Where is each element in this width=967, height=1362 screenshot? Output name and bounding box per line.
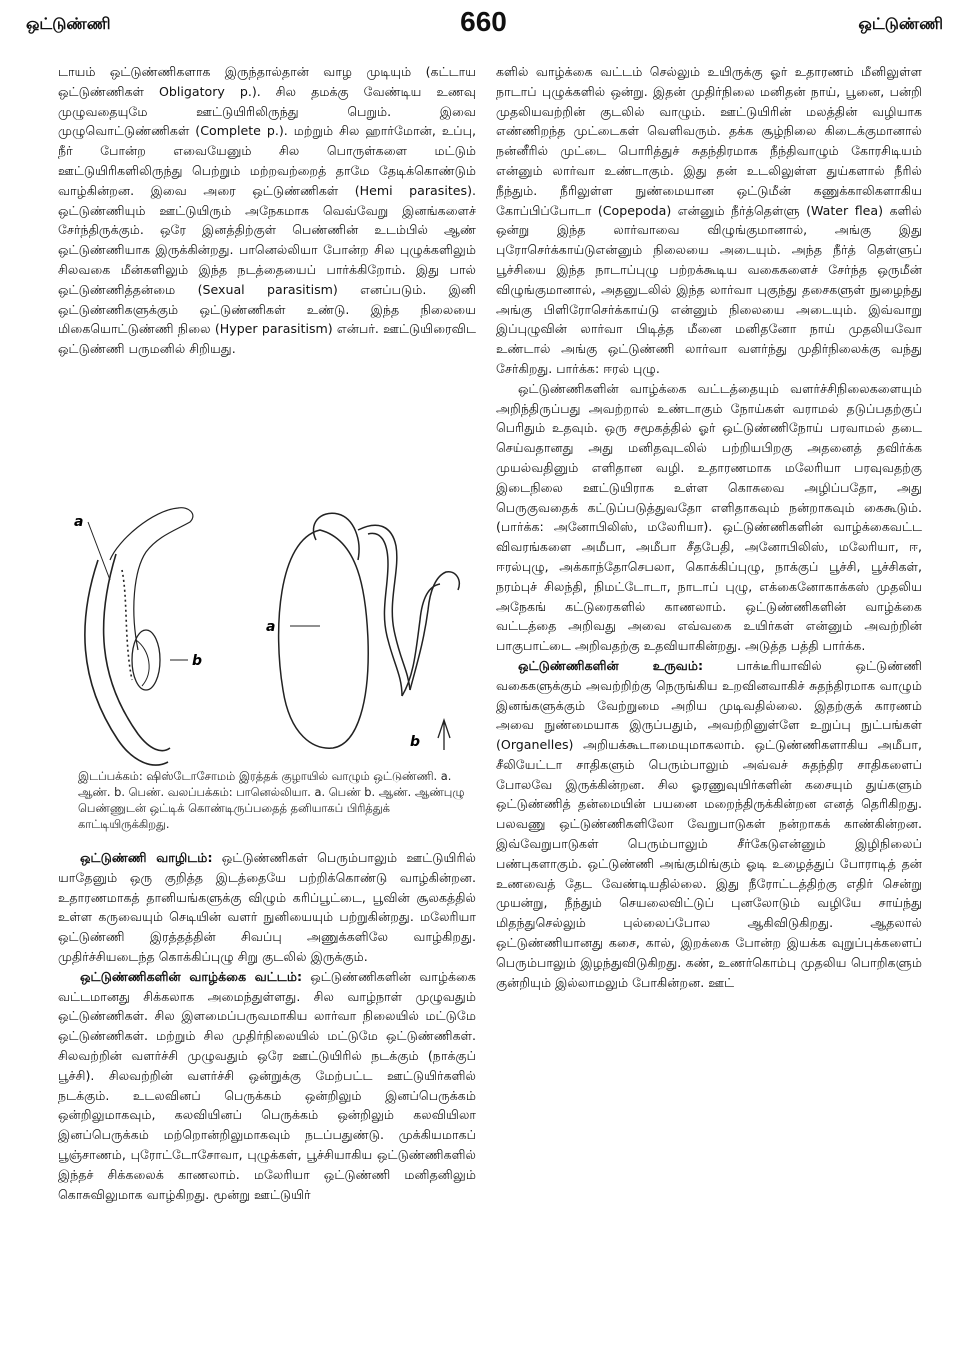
label-b-right: b <box>410 734 421 750</box>
paragraph <box>496 62 922 379</box>
running-head-left: ஒட்டுண்ணி <box>26 14 111 33</box>
label-a-left: a <box>74 514 84 530</box>
right-column <box>496 62 922 992</box>
section-heading: ஒட்டுண்ணிகளின் உருவம்: <box>518 657 704 673</box>
section-heading: ஒட்டுண்ணி வாழிடம்: <box>80 850 213 865</box>
schistosoma-bonellia-drawing <box>58 500 476 780</box>
paragraph <box>58 967 476 1205</box>
left-column-bottom <box>58 848 476 1204</box>
page-header <box>0 6 967 46</box>
bonellia-figure <box>279 513 460 750</box>
page-number: 660 <box>460 6 507 37</box>
paragraph-text: ஒட்டுண்ணிகள் பெரும்பாலும் ஊட்டுயிரில் யாதேனும் ஒரு குறித்த இடத்தையே பற்றிக்கொண்டு வாழ்கின்றன. உதாரணமாகத் தானியங்களுக்கு விழும் கரிப்பூட்டை, பூவின் சூலகத்தில் உள்ள கருவையும் செடியின் வளர் நுனியையும் பற்றுகின்றது. மலேரியா ஒட்டுண்ணி இரத்தத்தின் சிவப்பு அணுக்களிலே வாழ்கிறது. முதிர்ச்சியடைந்த கொக்கிப்புழு சிறு குடலில் இருக்கும். <box>58 850 476 964</box>
paragraph <box>496 379 922 656</box>
figure-caption: இடப்பக்கம்: ஷிஸ்டோசோமம் இரத்தக் குழாயில் வாழும் ஒட்டுண்ணி. a. ஆண். b. பெண். வலப்பக்கம்: பானெல்லியா. a. பெண் b. ஆண். ஆண்புழு பெண்ணுடன் ஒட்டிக் கொண்டிருப்பதைத் தனியாகப் பிரித்துக் காட்டியிருக்கிறது. <box>78 769 465 831</box>
label-b-left: b <box>192 653 203 669</box>
paragraph-text: களில் வாழ்க்கை வட்டம் செல்லும் உயிருக்கு ஓர் உதாரணம் மீனிலுள்ள நாடாப் புழுக்களில் ஒன்று. இதன் முதிர்நிலை மனிதன் நாய், பூனை, பன்றி முதலியவற்றின் குடலில் வாழும். ஊட்டுயிரின் மலத்தின் வழியாக எண்ணிறந்த முட்டைகள் வெளிவரும். தக்க சூழ்நிலை கிடைக்குமானால் நன்னீரில் முட்டை பொரித்துச் சுதந்திரமாக நீந்திவாழும் கோரசிடியம் என்னும் லார்வா உண்டாகும். இது தன் உடலிலுள்ள துய்களால் நீரில் நீந்தும். நீரிலுள்ள நுண்மையான ஒட்டுமீன் கணுக்காலிகளாகிய கோப்பிப்போடா (Copepoda) என்னும் நீர்த்தெள்ளு (Water flea) களில் ஒன்று இந்த லார்வாவை விழுங்குமானால், அங்கு இது புரோசெர்க்காய்டுஎன்னும் நிலையை அடையும். அந்த நீர்த் தெள்ளுப் பூச்சியை இந்த நாடாப்புழு பற்றக்கூடிய வகைகளைச் சேர்ந்த ஒருமீன் விழுங்குமானால், அதனுடலில் இந்த லார்வா புகுந்து தசைகளுள் நுழைந்து அங்கு பிளிரோசெர்க்காய்டு என்னும் நிலையை அடையும். இவ்வாறு இப்புழுவின் லார்வா பிடித்த மீனை மனிதனோ நாய் முதலியவோ உண்டால் அங்கு ஒட்டுண்ணி லார்வா வளர்ந்து முதிர்நிலைக்கு வந்து சேர்கிறது. பார்க்க: ஈரல் புழு. <box>496 64 922 376</box>
left-column-top <box>58 62 476 359</box>
schistosoma-figure <box>85 508 193 765</box>
paragraph-text: ஒட்டுண்ணிகளின் வாழ்க்கை வட்டமானது சிக்கலாக அமைந்துள்ளது. சில வாழ்நாள் முழுவதும் ஒட்டுண்ணிகள். சில இளமைப்பருவமாகிய லார்வா நிலையில் மட்டுமே ஒட்டுண்ணிகள். மற்றும் சில முதிர்நிலையில் மட்டுமே ஒட்டுண்ணிகள். சிலவற்றின் வளர்ச்சி முழுவதும் ஒரே ஊட்டுயிரில் நடக்கும் (நாக்குப் பூச்சி). சிலவற்றின் வளர்ச்சி ஒன்றுக்கு மேற்பட்ட ஊட்டுயிர்களில் நடக்கும். உடலவினப் பெருக்கம் ஒன்றிலும் இனப்பெருக்கம் ஒன்றிலுமாகவும், கலவியினப் பெருக்கம் ஒன்றிலும் கலவியிலா இனப்பெருக்கம் மற்றொன்றிலுமாகவும் நடப்பதுண்டு. முக்கியமாகப் பூஞ்சாணம், புரோட்டோசோவா, புழுக்கள், பூச்சியாகிய ஒட்டுண்ணிகளில் இந்தச் சிக்கலைக் காணலாம். மலேரியா ஒட்டுண்ணி மனிதனிலும் கொசுவிலுமாக வாழ்கிறது. மூன்று ஊட்டுயிர் <box>58 968 476 1202</box>
paragraph <box>496 656 922 993</box>
label-a-right: a <box>266 619 276 635</box>
running-head-right: ஒட்டுண்ணி <box>858 14 943 33</box>
figure-illustration <box>58 500 476 780</box>
paragraph <box>58 848 476 967</box>
paragraph-text: பாக்டீரியாவில் ஒட்டுண்ணி வகைகளுக்கும் அவற்றிற்கு நெருங்கிய உறவினவாகிச் சுதந்திரமாக வாழும் இனங்களுக்கும் வேற்றுமை அறிய முடிவதில்லை. இதற்குக் காரணம் அவை நுண்மையாக இருப்பதும், அவற்றினுள்ளே உறுப்பு நுட்பங்கள் (Organelles) அறியக்கூடாமையுமாகலாம். ஒட்டுண்ணிகளாகிய அமீபா, சீலியேட்டா சாதிகளும் பெரும்பாலும் அவ்வச் சுதந்திர சாதிகளைப் போலவே இருக்கின்றன. சில ஓரணுவுயிர்களின் கசையும் துய்களும் ஒட்டுண்ணித் தன்மையின் பயனை மறைந்திருக்கின்றன எனத் தெரிகிறது. பலவணு ஒட்டுண்ணிகளிலோ வேறுபாடுகள் நன்றாகக் காண்கின்றன. இவ்வேறுபாடுகள் பெரும்பாலும் சீர்கேடுஎன்னும் இழிநிலைப் பண்புகளாகும். ஒட்டுண்ணி அங்குமிங்கும் ஓடி உழைத்துப் போராடித் தன் உணவைத் தேட வேண்டியதில்லை. இது நீரோட்டத்திற்கு எதிர் சென்று முயன்று, நீந்தும் செயலைவிட்டுப் புனலோடும் வழியே சாய்ந்து மிதந்துசெல்லும் புல்லைப்போல ஆகிவிடுகிறது. ஆதலால் ஒட்டுண்ணியானது கசை, கால், இறக்கை போன்ற இயக்க வுறுப்புக்களைப் பெரும்பாலும் இழந்துவிடுகிறது. கண், உணர்கொம்பு முதலிய பொறிகளும் குன்றியும் இல்லாமலும் போகின்றன. ஊட் <box>496 657 922 990</box>
paragraph-text: ஒட்டுண்ணிகளின் வாழ்க்கை வட்டத்தையும் வளர்ச்சிநிலைகளையும் அறிந்திருப்பது அவற்றால் உண்டாகும் நோய்கள் வராமல் தடுப்பதற்குப் பெரிதும் உதவும். ஒரு சமூகத்தில் ஓர் ஒட்டுண்ணிநோய் பரவாமல் தடை செய்வதானது அது மனிதவுடலில் பற்றியபிறகு அதனைத் தவிர்க்க முயல்வதினும் எளிதான வழி. உதாரணமாக மலேரியா பரவுவதற்கு இடைநிலை ஊட்டுயிராக உள்ள கொசுவை அழிப்பதோ, அது பெருகுவதைக் கட்டுப்படுத்துவதோ எளிதாகவும் நன்றாகவும் கைகூடும். (பார்க்க: அனோபிலிஸ், மலேரியா). ஒட்டுண்ணிகளின் வாழ்க்கைவட்ட விவரங்களை அமீபா, அமீபா சீதபேதி, அனோபிலிஸ், மலேரியா, ஈ, ஈரல்புழு, அக்காந்தோசெபலா, கொக்கிப்புழு, நாக்குப் பூச்சி, பூச்சிகள், நரம்புச் சிலந்தி, நிமட்டோடா, நாடாப் புழு, எக்கைனோகாக்கஸ் முதலிய அநேகங் கட்டுரைகளில் காணலாம். ஒட்டுண்ணிகளின் வாழ்க்கை வட்டத்தை அறிவது அவை எவ்வகை உயிர்கள் என்னும் அவற்றின் பாகுபாட்டை அறிவதற்கு உதவியாகின்றது. அடுத்த பத்தி பார்க்க. <box>496 380 922 654</box>
paragraph: டாயம் ஒட்டுண்ணிகளாக இருந்தால்தான் வாழ முடியும் (கட்டாய ஒட்டுண்ணிகள் Obligatory p.). சில தமக்கு வேண்டிய உணவு முழுவதையுமே ஊட்டுயிரிலிருந்து பெறும். இவை முழுவொட்டுண்ணிகள் (Complete p.). மற்றும் சில ஹார்மோன், உப்பு, நீர் போன்ற எவையேனும் சில பொருள்களை மட்டும் ஊட்டுயிரிகளிலிருந்து பெற்றும் மற்றவற்றைத் தாமே தேடிக்கொண்டும் வாழ்கின்றன. இவை அரை ஒட்டுண்ணிகள் (Hemi parasites). ஒட்டுண்ணியும் ஊட்டுயிரும் அநேகமாக வெவ்வேறு இனங்களைச் சேர்ந்திருக்கும். ஒரே இனத்திற்குள் பெண்ணின் உடம்பில் ஆண் ஒட்டுண்ணியாக இருக்கின்றது. பானெல்லியா போன்ற சில புழுக்களிலும் சிலவகை மீன்களிலும் இந்த நடத்தையைப் பார்க்கிறோம். இது பால் ஒட்டுண்ணித்தன்மை (Sexual parasitism) எனப்படும். இனி ஒட்டுண்ணிகளுக்கும் ஒட்டுண்ணிகள் உண்டு. இந்த நிலையை மிகையொட்டுண்ணி நிலை (Hyper parasitism) என்பர். ஊட்டுயிரைவிட ஒட்டுண்ணி பருமனில் சிறியது. <box>58 64 476 357</box>
section-heading: ஒட்டுண்ணிகளின் வாழ்க்கை வட்டம்: <box>80 968 303 984</box>
